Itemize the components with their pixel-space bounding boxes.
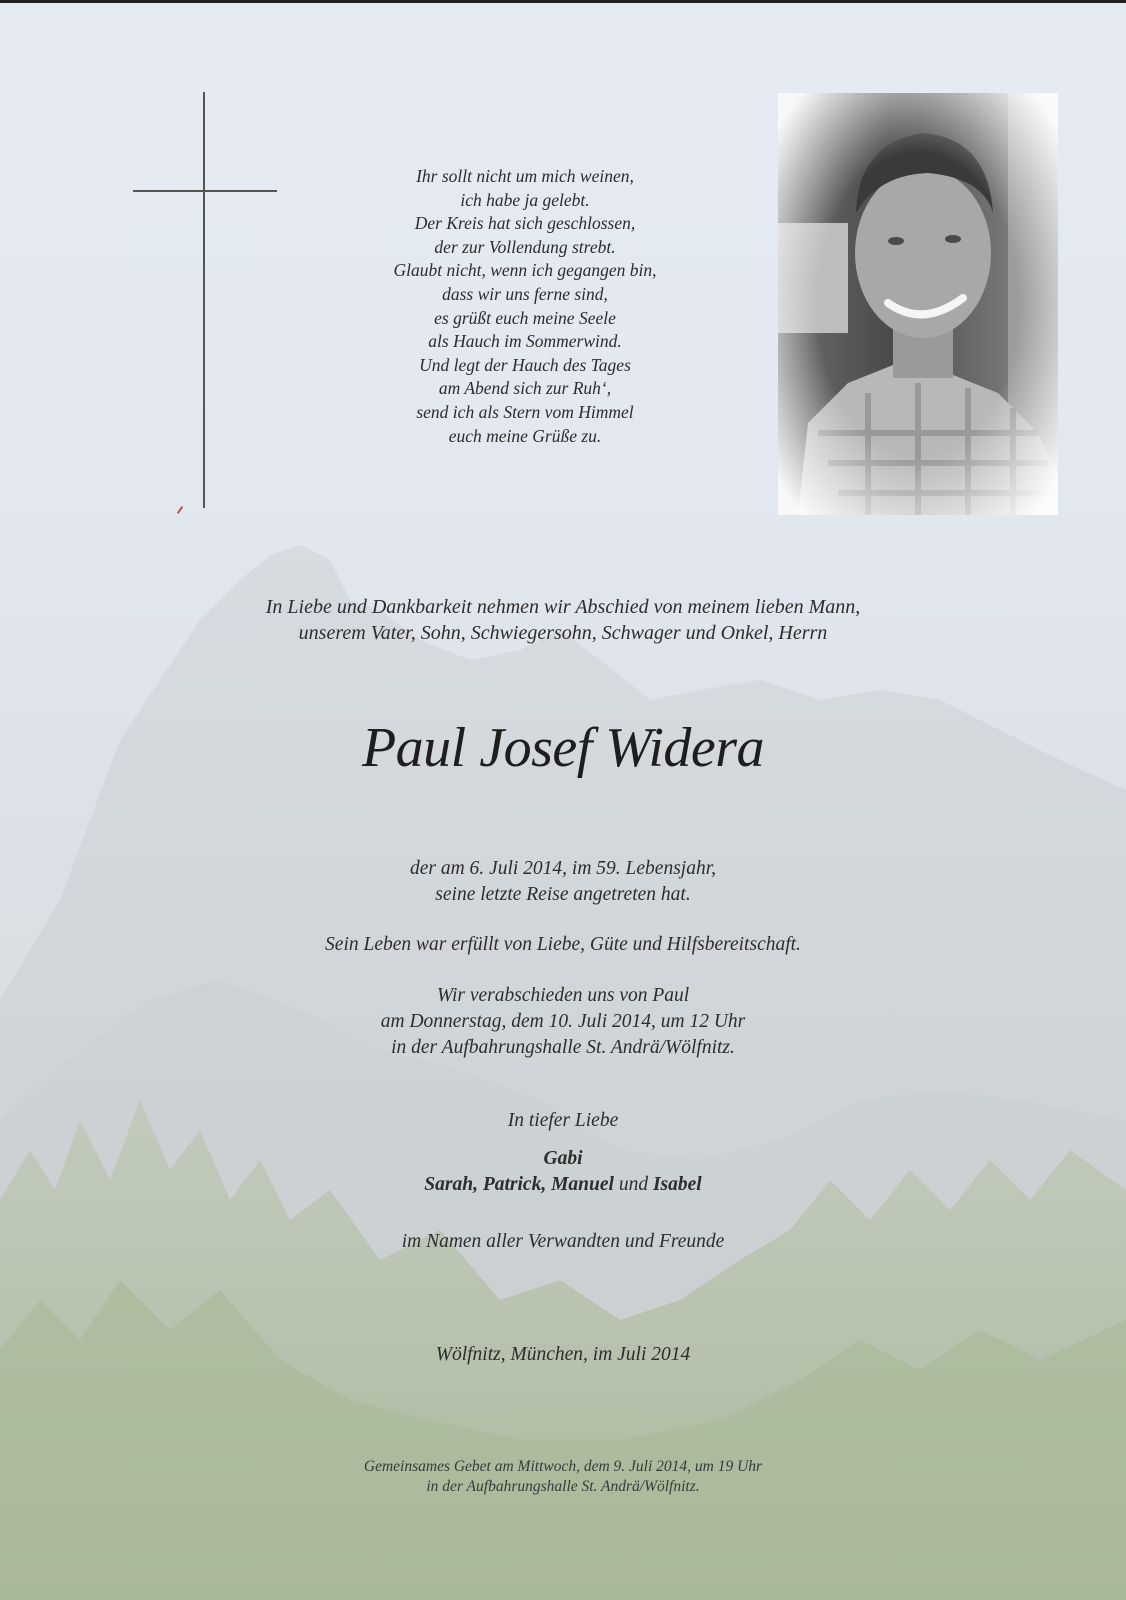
intro-line: unserem Vater, Sohn, Schwiegersohn, Schwager und Onkel, Herrn: [298, 622, 828, 644]
farewell-line: in der Aufbahrungshalle St. Andrä/Wölfnitz.: [391, 1037, 735, 1058]
poem-line: am Abend sich zur Ruh‘,: [438, 378, 612, 399]
poem-line: dass wir uns ferne sind,: [442, 283, 608, 304]
child-name: Sarah: [424, 1174, 474, 1195]
top-border: [0, 0, 1126, 3]
mourners-intro: In tiefer Liebe: [507, 1110, 619, 1131]
poem-line: Und legt der Hauch des Tages: [419, 354, 631, 375]
tribute-text: Sein Leben war erfüllt von Liebe, Güte und Hilfsbereitschaft.: [325, 934, 801, 955]
farewell-notice: [150, 983, 976, 1061]
poem-line: Glaubt nicht, wenn ich gegangen bin,: [393, 260, 657, 281]
deceased-name: Paul Josef Widera: [361, 717, 765, 779]
poem-line: ich habe ja gelebt.: [460, 189, 590, 210]
conjunction: und: [613, 1174, 653, 1195]
cross-symbol-vertical: [203, 92, 205, 508]
child-name: Patrick: [482, 1174, 542, 1195]
poem-line: der zur Vollendung strebt.: [434, 236, 616, 257]
child-name: Isabel: [652, 1174, 702, 1195]
poem: [330, 165, 720, 448]
mourners-spouse: [150, 1146, 976, 1172]
cross-symbol-horizontal: [133, 190, 277, 192]
death-notice: [150, 856, 976, 908]
farewell-line: Wir verabschieden uns von Paul: [436, 985, 690, 1006]
separator: ,: [473, 1174, 483, 1195]
poem-line: send ich als Stern vom Himmel: [416, 401, 634, 422]
mourners-children: [150, 1172, 976, 1198]
prayer-notice: [150, 1457, 976, 1497]
farewell-line: am Donnerstag, dem 10. Juli 2014, um 12 Uhr: [380, 1011, 746, 1032]
prayer-line: in der Aufbahrungshalle St. Andrä/Wölfnitz.: [426, 1478, 700, 1495]
intro-text: [150, 594, 976, 646]
relatives-line: im Namen aller Verwandten und Freunde: [401, 1231, 725, 1252]
separator: ,: [541, 1174, 552, 1195]
death-line: seine letzte Reise angetreten hat.: [435, 884, 691, 905]
poem-line: als Hauch im Sommerwind.: [428, 331, 622, 352]
child-name: Manuel: [551, 1174, 614, 1195]
poem-line: Ihr sollt nicht um mich weinen,: [416, 166, 634, 186]
poem-line: es grüßt euch meine Seele: [434, 307, 616, 328]
poem-line: Der Kreis hat sich geschlossen,: [414, 213, 636, 234]
portrait-photo: [778, 93, 1058, 515]
poem-line: euch meine Grüße zu.: [448, 425, 602, 446]
intro-line: In Liebe und Dankbarkeit nehmen wir Abschied von meinem lieben Mann,: [265, 596, 861, 618]
spouse-name: Gabi: [543, 1148, 583, 1169]
death-line: der am 6. Juli 2014, im 59. Lebensjahr,: [409, 858, 717, 879]
place-date: Wölfnitz, München, im Juli 2014: [435, 1344, 691, 1365]
prayer-line: Gemeinsames Gebet am Mittwoch, dem 9. Juli 2014, um 19 Uhr: [363, 1458, 763, 1475]
